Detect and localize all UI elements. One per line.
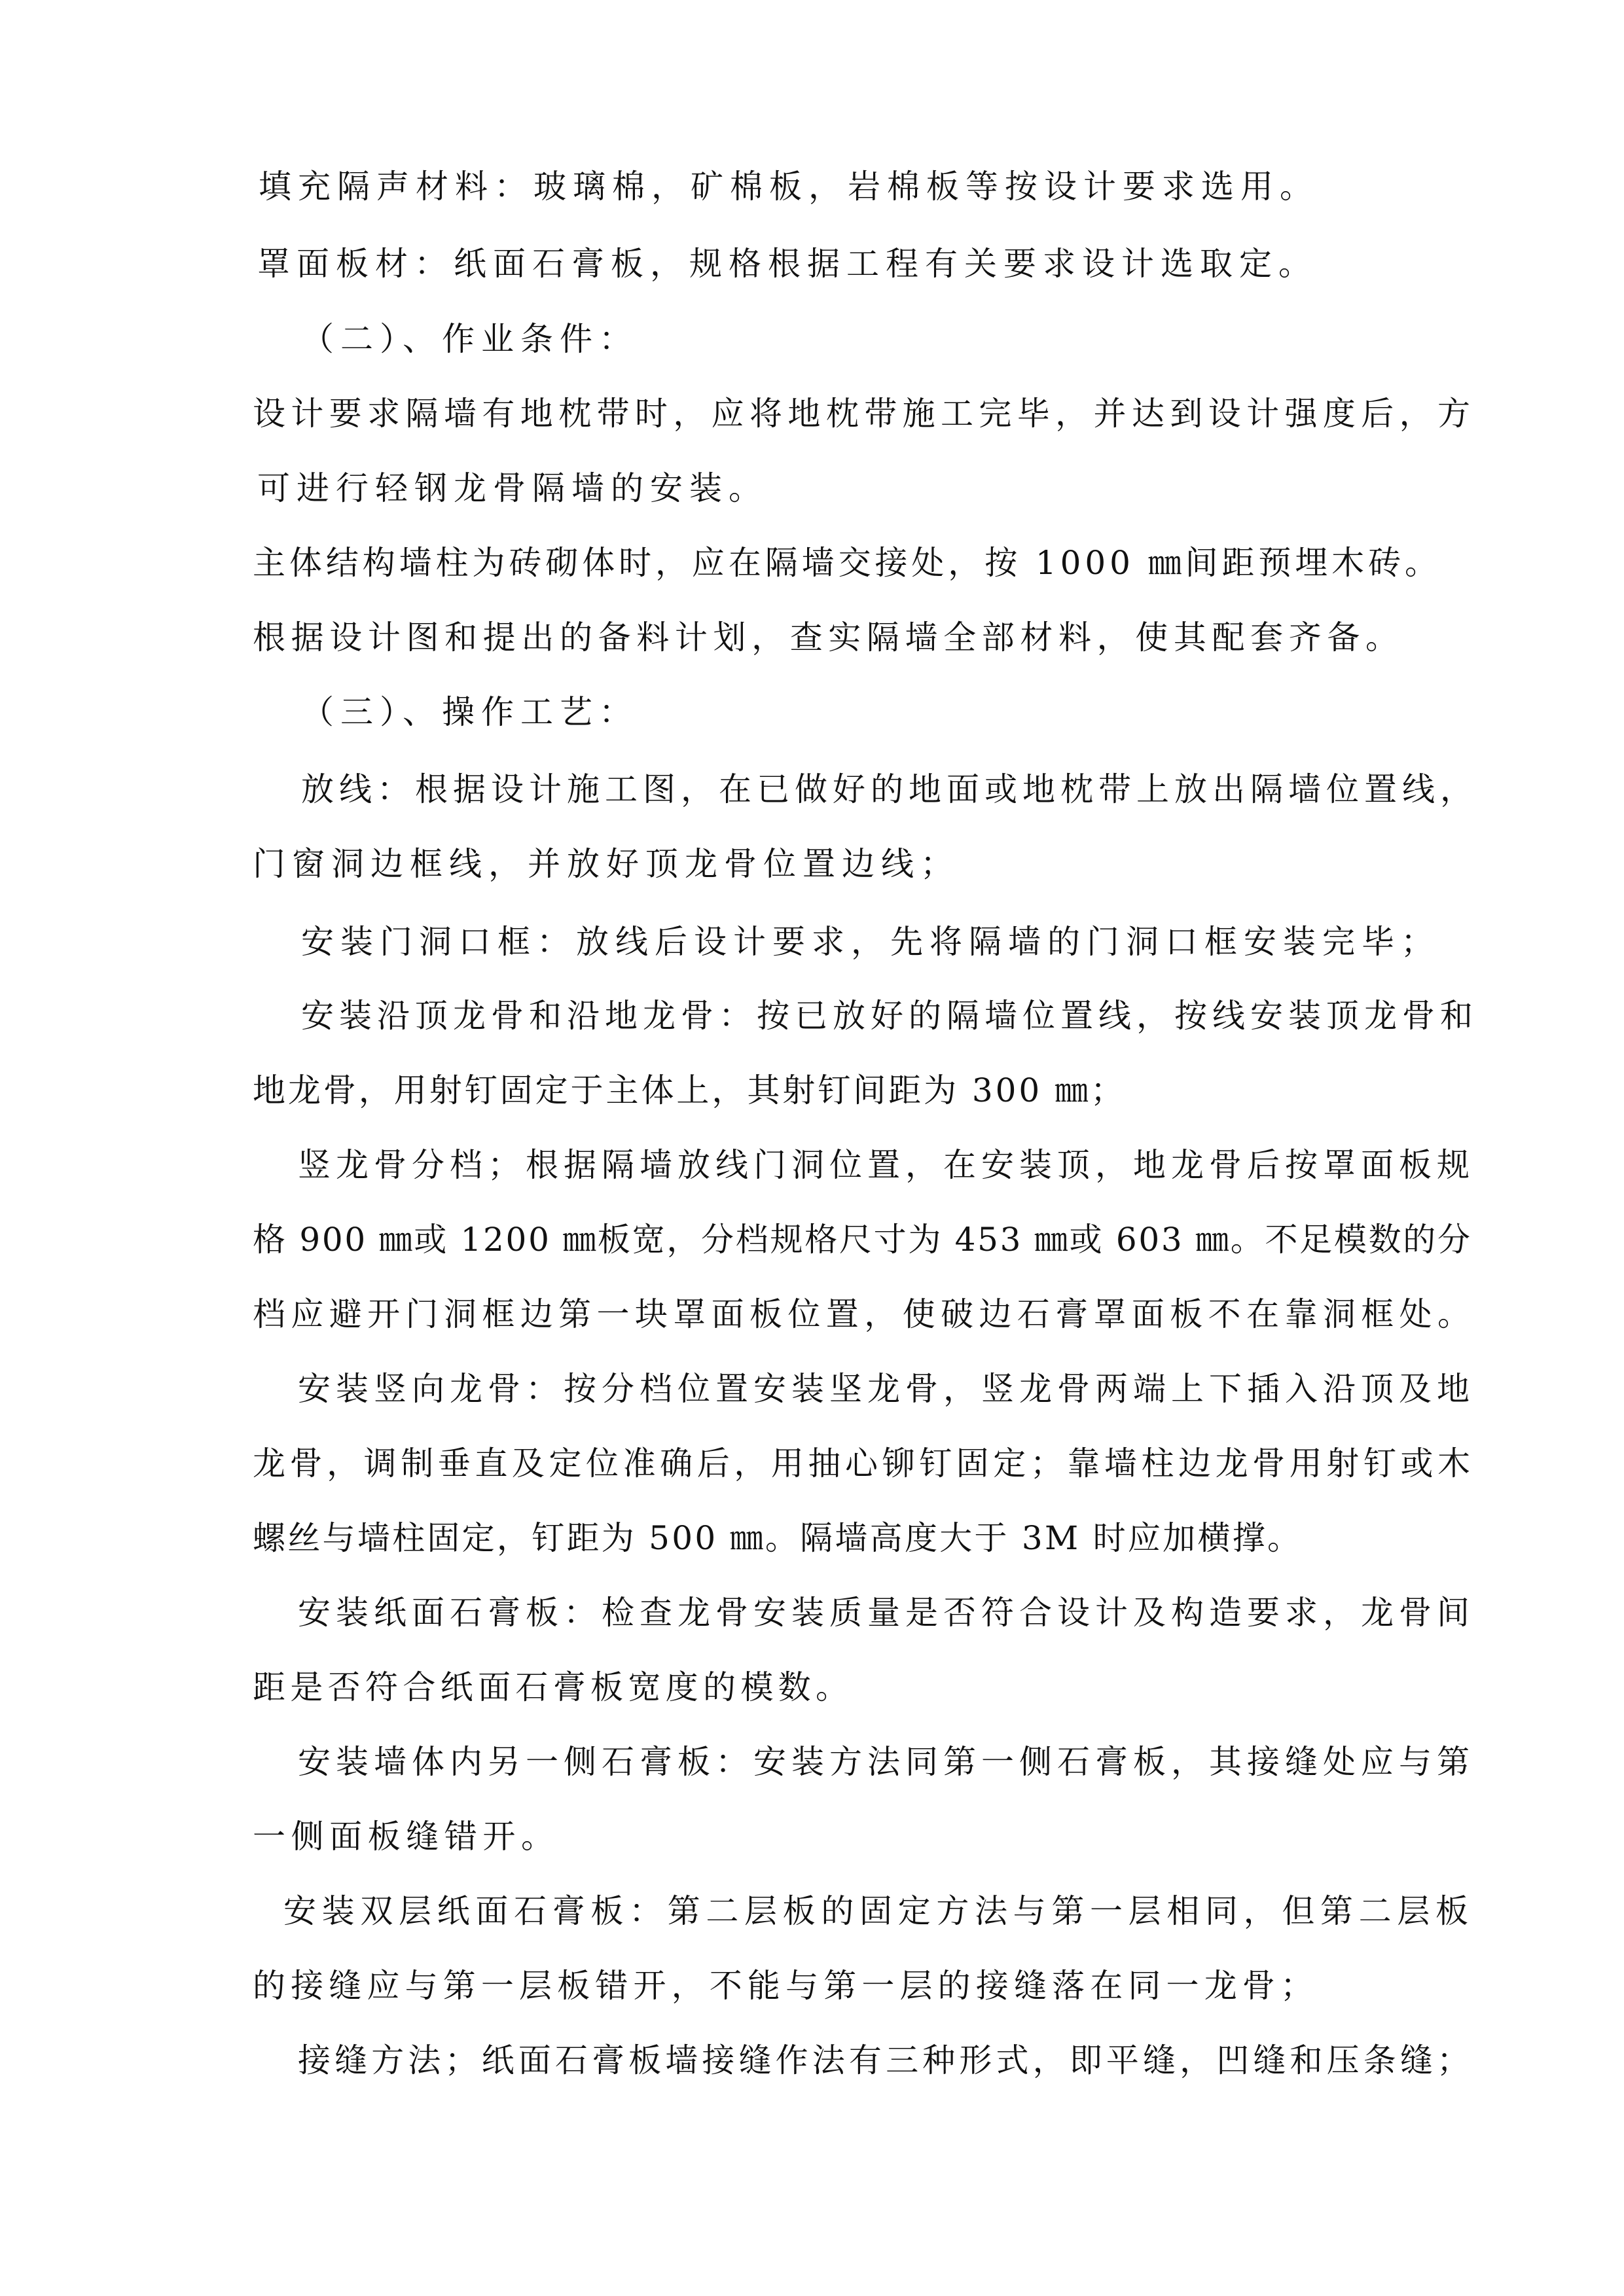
text-line-board-width: 格 900 ㎜或 1200 ㎜板宽，分档规格尺寸为 453 ㎜或 603 ㎜。不足模数的分 <box>253 1221 1472 1259</box>
text-line-gypsum-board-check: 安装纸面石膏板：检查龙骨安装质量是否符合设计及构造要求，龙骨间 <box>298 1594 1475 1632</box>
text-line-avoid-door-frame: 档应避开门洞框边第一块罩面板位置，使破边石膏罩面板不在靠洞框处。 <box>253 1295 1476 1333</box>
text-line-top-bottom-keel: 安装沿顶龙骨和沿地龙骨：按已放好的隔墙位置线，按线安装顶龙骨和 <box>301 997 1478 1035</box>
text-line-double-layer-board: 安装双层纸面石膏板：第二层板的固定方法与第一层相同，但第二层板 <box>283 1892 1474 1930</box>
section-heading-operation-process: （三）、操作工艺： <box>301 693 638 731</box>
text-line-keel-modulus: 距是否符合纸面石膏板宽度的模数。 <box>253 1668 854 1706</box>
text-line-seam-methods: 接缝方法；纸面石膏板墙接缝作法有三种形式，即平缝，凹缝和压条缝； <box>298 2041 1474 2079</box>
text-line-rivet-fix: 龙骨，调制垂直及定位准确后，用抽心铆钉固定；靠墙柱边龙骨用射钉或木 <box>253 1444 1475 1482</box>
text-line-layer-seams: 的接缝应与第一层板错开，不能与第一层的接缝落在同一龙骨； <box>253 1967 1319 2005</box>
text-line-vertical-keel-install: 安装竖向龙骨：按分档位置安装坚龙骨，竖龙骨两端上下插入沿顶及地 <box>298 1370 1475 1408</box>
text-line-setting-out: 放线：根据设计施工图，在已做好的地面或地枕带上放出隔墙位置线， <box>301 770 1478 808</box>
text-line-screw-fix: 螺丝与墙柱固定，钉距为 500 ㎜。隔墙高度大于 3M 时应加横撑。 <box>253 1519 1303 1557</box>
text-line-cover-board: 罩面板材：纸面石膏板，规格根据工程有关要求设计选取定。 <box>257 245 1318 283</box>
text-line-install-partition: 可进行轻钢龙骨隔墙的安装。 <box>257 469 768 507</box>
text-line-vertical-keel-spacing: 竖龙骨分档；根据隔墙放线门洞位置，在安装顶，地龙骨后按罩面板规 <box>298 1146 1475 1184</box>
section-heading-work-conditions: （二）、作业条件： <box>301 320 638 358</box>
text-line-door-frame-install: 安装门洞口框：放线后设计要求，先将隔墙的门洞口框安装完毕； <box>301 923 1440 961</box>
text-line-material-plan: 根据设计图和提出的备料计划，查实隔墙全部材料，使其配套齐备。 <box>253 619 1404 656</box>
text-line-other-side-board: 安装墙体内另一侧石膏板：安装方法同第一侧石膏板，其接缝处应与第 <box>298 1743 1475 1781</box>
text-line-door-window-frame: 门窗洞边框线，并放好顶龙骨位置边线； <box>253 845 960 883</box>
text-line-main-structure: 主体结构墙柱为砖砌体时，应在隔墙交接处，按 1000 ㎜间距预埋木砖。 <box>253 544 1441 582</box>
text-line-fill-material: 填充隔声材料：玻璃棉，矿棉板，岩棉板等按设计要求选用。 <box>259 168 1319 206</box>
text-line-design-requirement: 设计要求隔墙有地枕带时，应将地枕带施工完毕，并达到设计强度后，方 <box>253 395 1476 433</box>
text-line-staggered-seams: 一侧面板缝错开。 <box>253 1818 560 1856</box>
text-line-floor-keel: 地龙骨，用射钉固定于主体上，其射钉间距为 300 ㎜； <box>253 1071 1126 1109</box>
